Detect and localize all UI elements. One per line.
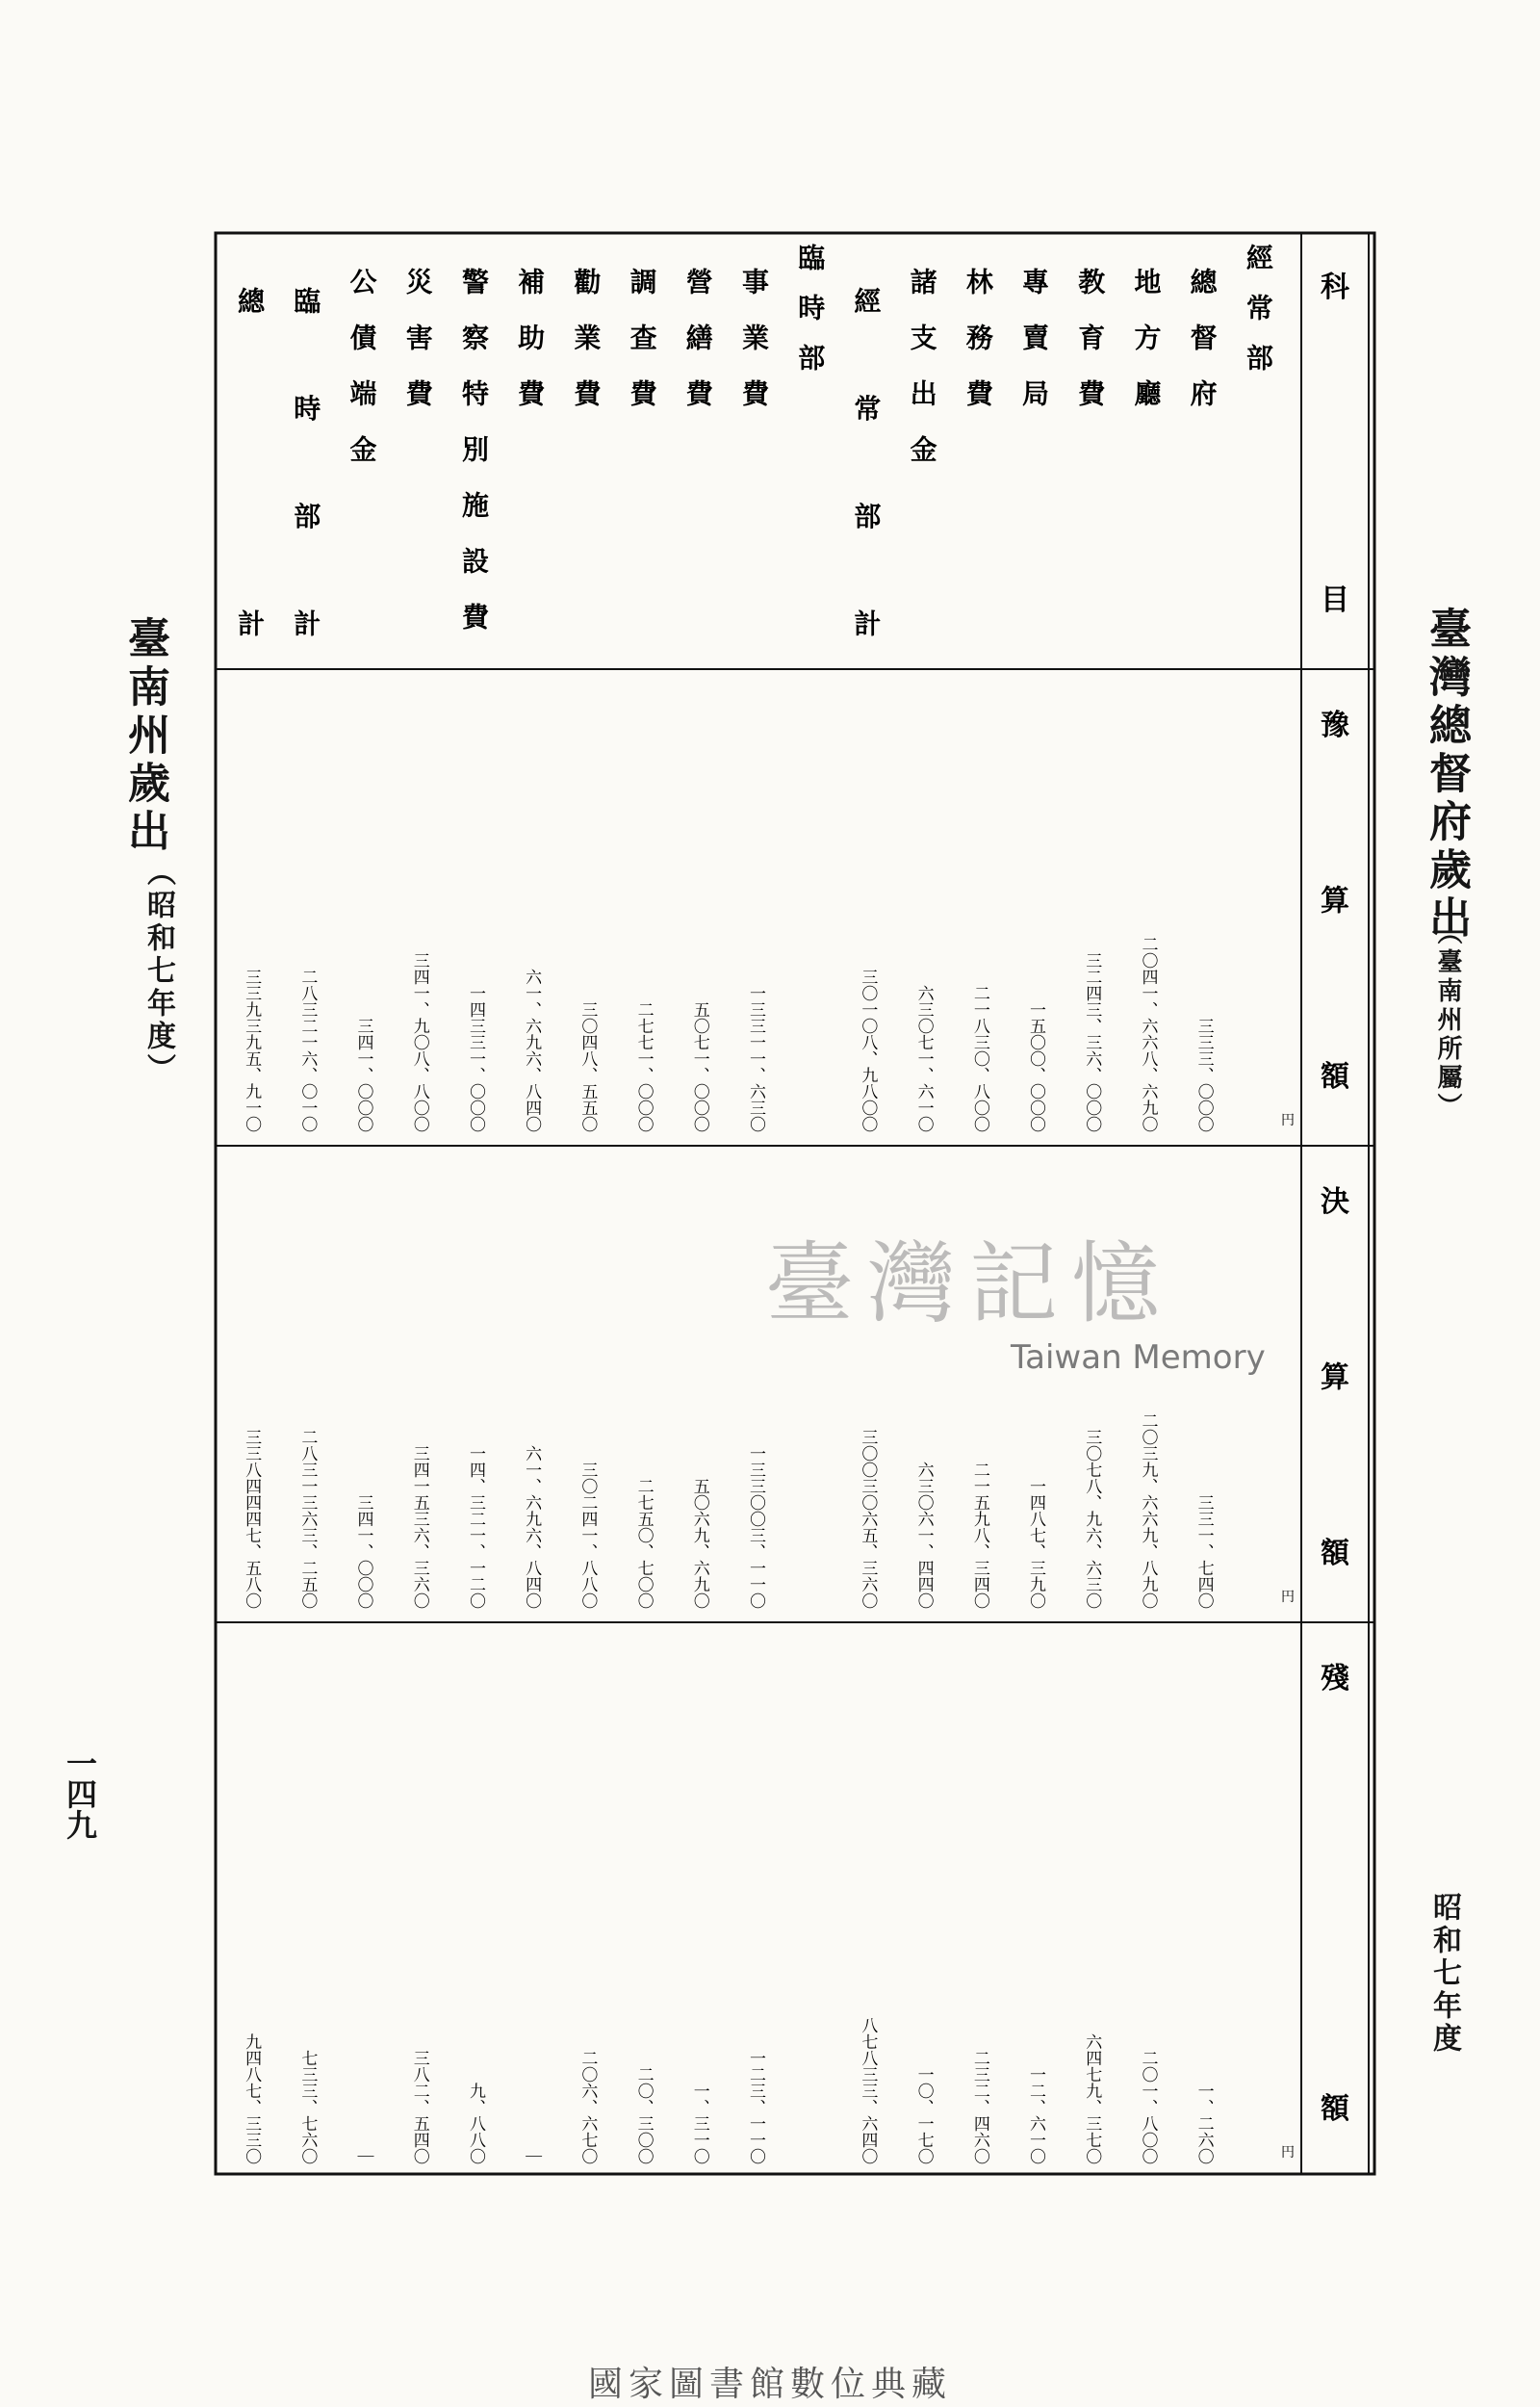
cell-settled: 六三〇六一、四四〇 — [913, 1462, 934, 1609]
watermark-english: Taiwan Memory — [1011, 1338, 1266, 1377]
svg-text:部: 部 — [294, 500, 321, 532]
table-row — [630, 267, 658, 2165]
cell-settled: 二一五九八、三四〇 — [969, 1462, 989, 1609]
unit-label: 円 — [1281, 1113, 1295, 1128]
column-header-settled — [1321, 1185, 1350, 1570]
cell-remainder: 二〇、三〇〇 — [633, 2066, 654, 2164]
cell-settled: 三〇七八、九六、六三〇 — [1082, 1429, 1102, 1609]
svg-text:常: 常 — [854, 393, 882, 426]
cell-remainder: 九四八七、三三〇 — [242, 2033, 262, 2164]
cell-budget: 三三三、〇〇〇 — [1194, 1018, 1214, 1132]
svg-text:勸: 勸 — [574, 266, 602, 298]
svg-text:林: 林 — [965, 266, 993, 298]
table-row — [238, 286, 266, 2165]
svg-text:費: 費 — [574, 377, 602, 410]
table-row — [911, 267, 937, 2165]
svg-text:繕: 繕 — [685, 322, 713, 354]
cell-remainder: 六四七九、三七〇 — [1082, 2033, 1102, 2164]
cell-budget: 二一八三〇、八〇〇 — [969, 985, 989, 1132]
table-row — [686, 267, 714, 2165]
column-header-subject — [1321, 271, 1349, 617]
table-row — [1191, 267, 1219, 2165]
table-row — [854, 286, 881, 2165]
cell-remainder: 一、二六〇 — [1194, 2083, 1214, 2164]
cell-remainder: 二三二、四六〇 — [969, 2050, 989, 2164]
svg-text:算: 算 — [1321, 884, 1349, 919]
column-header-budget — [1321, 709, 1350, 1094]
svg-text:事: 事 — [741, 266, 770, 298]
cell-remainder: 八七八三三、六四〇 — [858, 2017, 878, 2164]
cell-settled: 三四一五三六、三六〇 — [409, 1445, 429, 1609]
svg-text:金: 金 — [910, 433, 937, 466]
svg-text:臨: 臨 — [294, 285, 321, 318]
svg-text:教: 教 — [1078, 266, 1106, 298]
cell-budget: 六三〇七一、六一〇 — [913, 985, 934, 1132]
cell-settled: 三三八四四四七、五八〇 — [242, 1429, 262, 1609]
cell-remainder: ｜ — [353, 2148, 373, 2164]
cell-settled: 六一、六九六、八四〇 — [522, 1445, 542, 1609]
table-row — [294, 286, 321, 2165]
cell-settled: 五〇六九、六九〇 — [689, 1478, 709, 1609]
cell-budget: 三〇一〇八、九八〇〇 — [858, 969, 878, 1132]
svg-text:務: 務 — [965, 322, 993, 354]
svg-text:常: 常 — [1245, 292, 1273, 324]
cell-settled: 一三三〇〇三、一一〇 — [746, 1445, 765, 1609]
svg-text:時: 時 — [798, 292, 826, 324]
svg-text:費: 費 — [405, 377, 433, 410]
svg-text:施: 施 — [461, 489, 489, 522]
svg-text:警: 警 — [461, 266, 489, 298]
svg-text:部: 部 — [1245, 342, 1273, 375]
svg-text:費: 費 — [685, 377, 713, 410]
cell-budget: 一三三一一、六三〇 — [746, 985, 765, 1132]
cell-settled: 三〇二四一、八八〇 — [578, 1462, 598, 1609]
svg-text:公: 公 — [349, 266, 377, 298]
outer-year-label: （昭和七年度） — [141, 857, 175, 1086]
cell-settled: 一四、三二一、一二〇 — [465, 1445, 485, 1609]
svg-text:查: 查 — [629, 322, 657, 354]
svg-text:別: 別 — [461, 433, 489, 466]
svg-text:時: 時 — [294, 393, 321, 426]
table-row — [1134, 267, 1162, 2165]
cell-settled: 二〇三九、六六九、八九〇 — [1138, 1412, 1158, 1609]
cell-budget: 三二四三、三六、〇〇〇 — [1082, 952, 1102, 1132]
svg-text:算: 算 — [1321, 1360, 1349, 1395]
outer-running-title: 臺南州歲出 — [120, 616, 169, 857]
svg-text:費: 費 — [461, 601, 489, 634]
page-number: 一四九 — [62, 1747, 98, 1840]
cell-budget: 三四一、九〇八、八〇〇 — [409, 952, 429, 1132]
cell-settled: 三三一、七四〇 — [1194, 1494, 1214, 1609]
svg-text:災: 災 — [405, 266, 433, 298]
svg-text:計: 計 — [238, 608, 266, 640]
svg-text:金: 金 — [349, 433, 377, 466]
watermark-chinese: 臺灣記憶 — [765, 1232, 1174, 1335]
svg-text:計: 計 — [294, 608, 321, 640]
svg-text:助: 助 — [518, 322, 546, 354]
column-header-remainder — [1321, 1662, 1350, 2126]
cell-remainder: 二〇一、八〇〇 — [1138, 2050, 1158, 2164]
svg-text:育: 育 — [1078, 322, 1106, 354]
svg-text:業: 業 — [741, 322, 770, 354]
svg-text:督: 督 — [1190, 322, 1218, 354]
cell-remainder: ｜ — [522, 2148, 542, 2164]
table-frame — [216, 233, 1374, 2174]
svg-text:費: 費 — [629, 377, 657, 410]
cell-budget: 三〇四八、五五〇 — [578, 1001, 598, 1132]
table-row — [1078, 267, 1106, 2165]
svg-text:經: 經 — [1245, 242, 1273, 274]
svg-text:臨: 臨 — [798, 242, 826, 274]
cell-remainder: 一二三、一一〇 — [746, 2050, 765, 2164]
svg-text:特: 特 — [461, 377, 489, 410]
table-row — [574, 267, 602, 2165]
cell-budget: 二〇四一、六六八、六九〇 — [1138, 936, 1158, 1132]
archive-footer: 國家圖書館數位典藏 — [587, 2365, 952, 2404]
cell-budget: 六一、六九六、八四〇 — [522, 969, 542, 1132]
svg-text:豫: 豫 — [1321, 709, 1349, 742]
cell-settled: 一四八七、三九〇 — [1026, 1478, 1046, 1609]
svg-text:出: 出 — [910, 377, 937, 410]
cell-remainder: 二〇六、六七〇 — [578, 2050, 598, 2164]
svg-text:端: 端 — [349, 377, 377, 410]
svg-text:調: 調 — [629, 266, 657, 298]
svg-text:賣: 賣 — [1022, 322, 1050, 354]
svg-text:支: 支 — [910, 322, 937, 354]
table-row — [518, 267, 546, 2165]
table-subtitle: （臺南州所屬） — [1433, 919, 1462, 1122]
table-row — [1022, 267, 1051, 2165]
cell-settled: 三四一、〇〇〇 — [353, 1494, 373, 1609]
svg-text:殘: 殘 — [1321, 1662, 1349, 1695]
svg-text:決: 決 — [1321, 1185, 1349, 1219]
cell-remainder: 一二、六一〇 — [1026, 2066, 1046, 2164]
cell-budget: 二八三二一六、〇一〇 — [297, 969, 318, 1132]
svg-text:總: 總 — [1190, 266, 1218, 298]
cell-remainder: 一〇、一七〇 — [913, 2066, 934, 2164]
svg-text:府: 府 — [1190, 377, 1218, 410]
svg-text:業: 業 — [574, 322, 602, 354]
svg-text:地: 地 — [1134, 266, 1162, 298]
svg-text:費: 費 — [518, 377, 546, 410]
table-year: 昭和七年度 — [1427, 1892, 1461, 2056]
svg-text:科: 科 — [1321, 271, 1349, 304]
svg-text:設: 設 — [461, 545, 489, 578]
svg-text:費: 費 — [965, 377, 993, 410]
cell-settled: 三〇〇三〇六五、三六〇 — [858, 1429, 878, 1609]
unit-label: 円 — [1281, 1590, 1295, 1605]
svg-text:額: 額 — [1321, 1537, 1349, 1570]
table-row — [742, 267, 770, 2165]
table-row — [406, 267, 434, 2165]
svg-text:費: 費 — [741, 377, 770, 410]
unit-label: 円 — [1281, 2145, 1295, 2161]
svg-text:局: 局 — [1022, 377, 1050, 410]
cell-settled: 二八三一三六三、二五〇 — [297, 1429, 318, 1609]
table-row — [965, 267, 994, 2165]
cell-remainder: 七三三、七六〇 — [297, 2050, 318, 2164]
svg-text:補: 補 — [518, 266, 546, 298]
cell-remainder: 一、三一〇 — [689, 2083, 709, 2164]
svg-text:諸: 諸 — [910, 266, 937, 298]
table-row — [462, 267, 490, 2165]
svg-text:部: 部 — [854, 500, 882, 532]
svg-text:營: 營 — [685, 266, 713, 298]
cell-budget: 一五〇〇、〇〇〇 — [1026, 1001, 1046, 1132]
svg-text:額: 額 — [1321, 2092, 1349, 2126]
expenditure-ledger-table — [214, 231, 1378, 2178]
cell-remainder: 三八二、五四〇 — [409, 2050, 429, 2164]
table-row — [1246, 243, 1273, 375]
svg-text:廳: 廳 — [1134, 377, 1162, 410]
svg-text:額: 額 — [1321, 1060, 1349, 1094]
cell-budget: 三四一、〇〇〇 — [353, 1018, 373, 1132]
svg-text:經: 經 — [854, 285, 882, 318]
table-row — [350, 267, 379, 2165]
cell-budget: 五〇七一、〇〇〇 — [689, 1001, 709, 1132]
cell-budget: 一四三三一、〇〇〇 — [465, 985, 485, 1132]
table-row — [798, 243, 825, 375]
svg-text:費: 費 — [1078, 377, 1106, 410]
svg-text:害: 害 — [405, 322, 433, 354]
cell-remainder: 九、八八〇 — [465, 2083, 485, 2164]
svg-text:計: 計 — [854, 608, 882, 640]
svg-text:總: 總 — [238, 285, 266, 318]
svg-text:察: 察 — [461, 322, 489, 354]
table-title: 臺灣總督府歲出 — [1422, 607, 1471, 944]
cell-settled: 二七五〇、七〇〇 — [633, 1478, 654, 1609]
cell-budget: 二七七一、〇〇〇 — [633, 1001, 654, 1132]
svg-text:債: 債 — [349, 322, 377, 354]
svg-text:專: 專 — [1022, 266, 1050, 298]
svg-text:部: 部 — [798, 342, 826, 375]
svg-text:方: 方 — [1134, 322, 1162, 354]
cell-budget: 三三九三九五、九一〇 — [242, 969, 262, 1132]
svg-text:目: 目 — [1321, 583, 1349, 617]
